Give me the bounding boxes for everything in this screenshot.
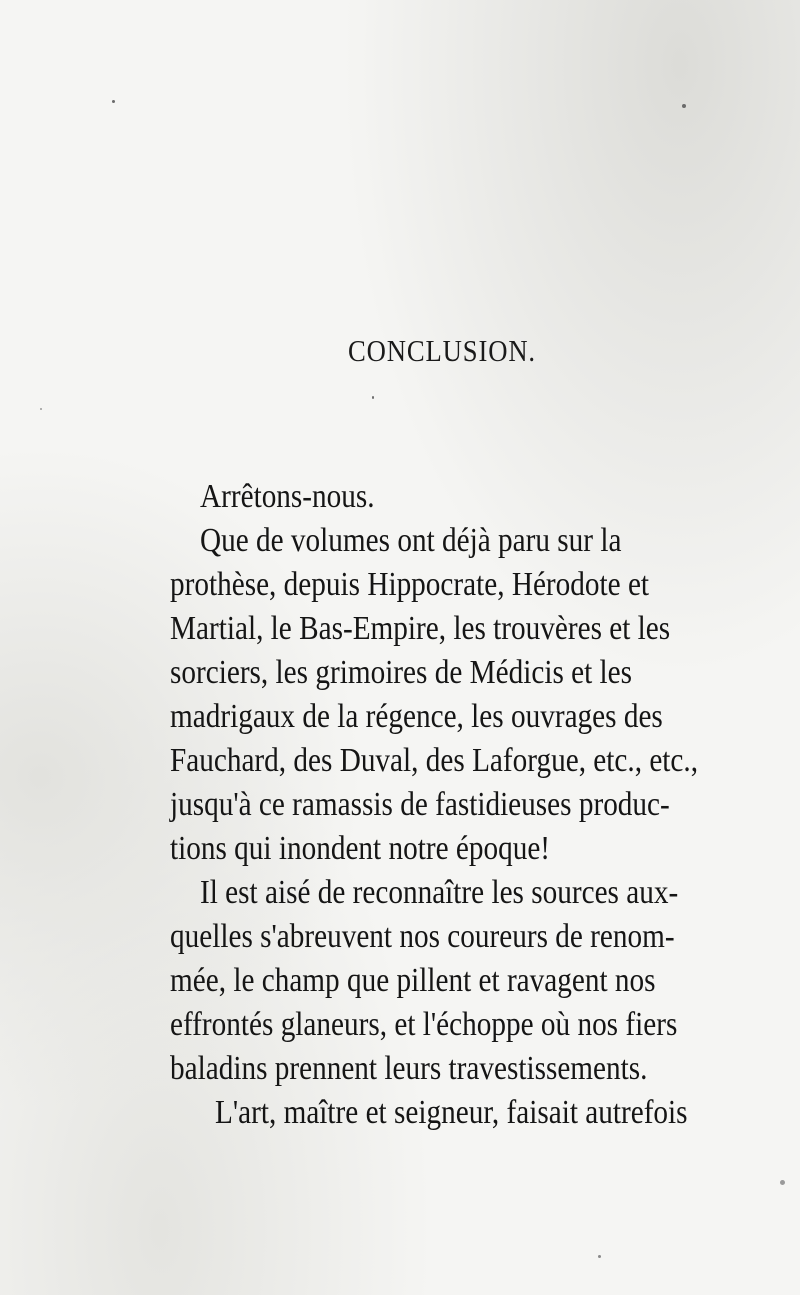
- paper-speck: [372, 396, 374, 399]
- text-line: prothèse, depuis Hippocrate, Hérodote et: [170, 566, 650, 603]
- text-line: L'art, maître et seigneur, faisait autrefois: [215, 1094, 688, 1131]
- paper-speck: [682, 104, 686, 108]
- text-line: quelles s'abreuvent nos coureurs de renom-: [170, 918, 675, 955]
- text-line: effrontés glaneurs, et l'échoppe où nos fiers: [170, 1006, 678, 1043]
- paper-speck: [780, 1180, 785, 1185]
- paper-speck: [598, 1255, 601, 1258]
- text-line: sorciers, les grimoires de Médicis et les: [170, 654, 633, 691]
- chapter-heading: CONCLUSION.: [348, 333, 536, 368]
- text-line: mée, le champ que pillent et ravagent nos: [170, 962, 656, 999]
- text-line: tions qui inondent notre époque!: [170, 830, 551, 867]
- text-line: Fauchard, des Duval, des Laforgue, etc., etc.,: [170, 742, 699, 779]
- text-line: Que de volumes ont déjà paru sur la: [200, 522, 622, 559]
- text-line: Il est aisé de reconnaître les sources aux-: [200, 874, 679, 911]
- paper-speck: [112, 100, 115, 103]
- text-line: jusqu'à ce ramassis de fastidieuses produc-: [170, 786, 670, 823]
- paper-speck: [40, 408, 42, 410]
- text-line: baladins prennent leurs travestissements.: [170, 1050, 648, 1087]
- text-line: Arrêtons-nous.: [200, 478, 375, 515]
- text-line: Martial, le Bas-Empire, les trouvères et les: [170, 610, 671, 647]
- text-line: madrigaux de la régence, les ouvrages des: [170, 698, 663, 735]
